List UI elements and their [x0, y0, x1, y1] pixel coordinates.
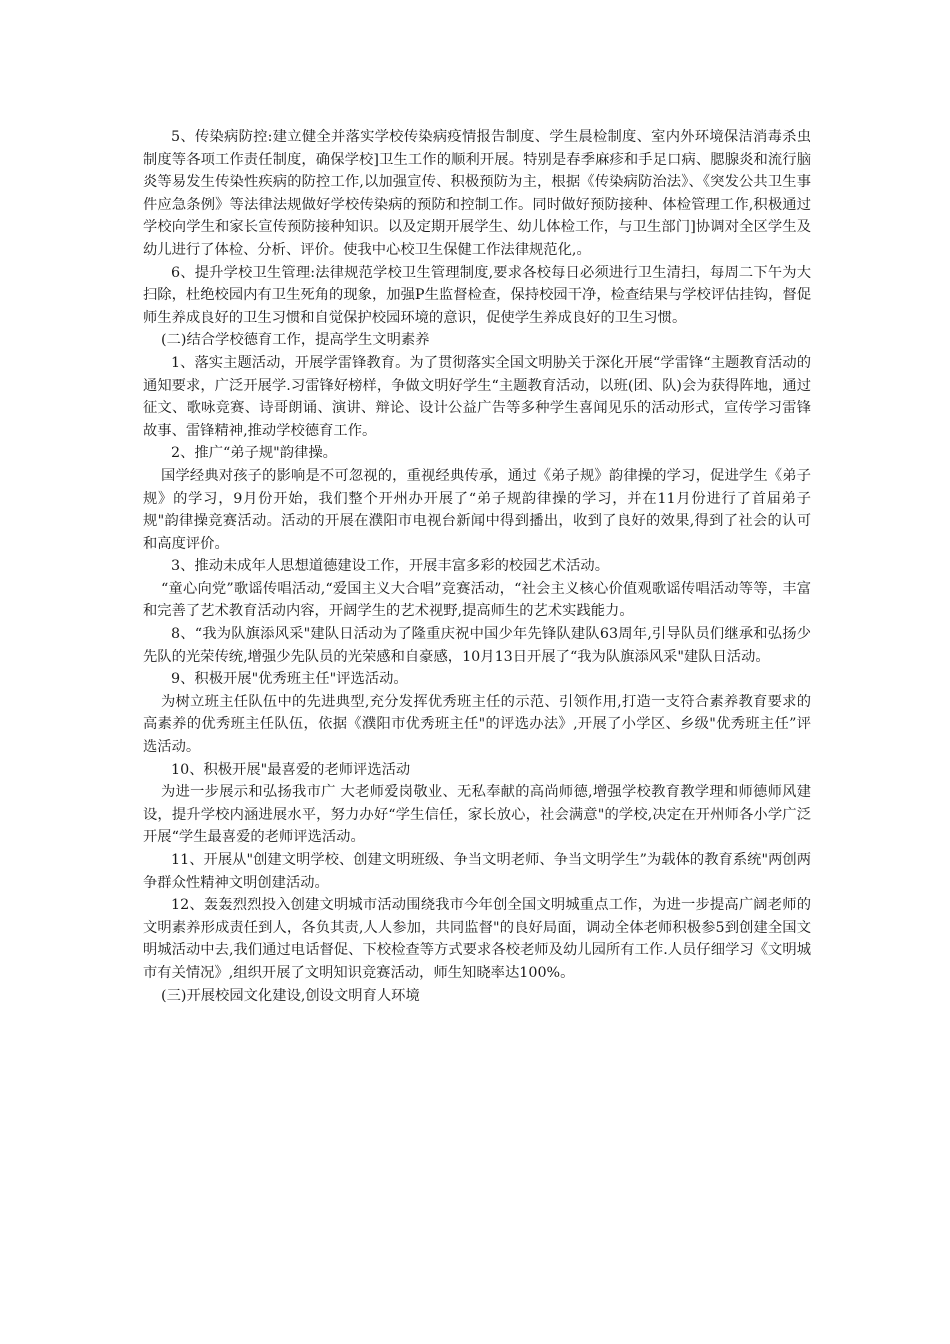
paragraph-infectious-disease-control: 5、传染病防控:建立健全并落实学校传染病疫情报告制度、学生晨检制度、室内外环境保洁消毒杀虫制度等各项工作责任制度，确保学校]卫生工作的顺利开展。特别是春季麻疹和手足口病、腮腺炎和流行脑炎等易发生传染性疾病的防控工作,以加强宣传、积极预防为主，根据《传染病防治法》、《突发公共卫生事件应急条例》等法律法规做好学校传染病的预防和控制工作。同时做好预防接种、体检管理工作,积极通过学校向学生和家长宣传预防接种知识。以及定期开展学生、幼儿体检工作，与卫生部门]协调对全区学生及幼儿进行了体检、分析、评价。使我中心校卫生保健工作法律规范化,。 — [143, 129, 811, 258]
paragraph-civilized-city: 12、轰轰烈烈投入创建文明城市活动围绕我市今年创全国文明城重点工作，为进一步提高广阔老师的文明素养形成责任到人，各负其责,人人参加，共同监督"的良好局面，调动全体老师积极参5到创建全国文明城活动中去,我们通过电话督促、下校检查等方式要求各校老师及幼儿园所有工作.人员仔细学习《文明城市有关情况》,组织开展了文明知识竞赛活动，师生知晓率达100%。 — [143, 897, 811, 981]
paragraph-excellent-teacher-title: 9、积极开展"优秀班主任"评选活动。 — [171, 671, 408, 688]
paragraph-dizigui-body: 国学经典对孩子的影响是不可忽视的，重视经典传承，通过《弟子规》韵律操的学习，促进学生《弟子规》的学习，9月份开始，我们整个开州办开展了“弟子规韵律操的学习，并在11月份进行了首届弟子规"韵律操竞赛活动。活动的开展在濮阳市电视台新闻中得到播出，收到了良好的效果,得到了社会的认可和高度评价。 — [143, 467, 811, 552]
paragraph-school-hygiene-management: 6、提升学校卫生管理:法律规范学校卫生管理制度,要求各校每日必须进行卫生清扫，每周二下午为大扫除，杜绝校园内有卫生死角的现象，加强P生监督检查，保持校园干净，检查结果与学校评估挂钩，督促师生养成良好的卫生习惯和自觉保护校园环境的意识，促使学生养成良好的卫生习惯。 — [143, 264, 811, 326]
paragraph-team-day: 8、“我为队旗添风采"建队日活动为了隆重庆祝中国少年先锋队建队63周年,引导队员们继承和弘扬少先队的光荣传统,增强少先队员的光荣感和自豪感，10月13日开展了“我为队旗添风采"建队日活动。 — [143, 626, 811, 665]
section-heading-campus-culture: (三)开展校园文化建设,创设文明育人环境 — [161, 987, 420, 1004]
paragraph-art-activities-body: “童心向党”歌谣传唱活动,“爱国主义大合唱”竞赛活动，“社会主义核心价值观歌谣传唱活动等等，丰富和完善了艺术教育活动内容，开阔学生的艺术视野,提高师生的艺术实践能力。 — [143, 580, 811, 620]
paragraph-civilization-creation: 11、开展从"创建文明学校、创建文明班级、争当文明老师、争当文明学生”为载体的教育系统"两创两争群众性精神文明创建活动。 — [143, 852, 811, 891]
paragraph-excellent-teacher-body: 为树立班主任队伍中的先进典型,充分发挥优秀班主任的示范、引领作用,打造一支符合素养教育要求的高素养的优秀班主任队伍，依据《濮阳市优秀班主任"的评选办法》,开展了小学区、乡级"优秀班主任”评选活动。 — [143, 693, 811, 756]
paragraph-moral-construction-title: 3、推动未成年人思想道德建设工作，开展丰富多彩的校园艺术活动。 — [171, 558, 609, 575]
paragraph-lei-feng-activity: 1、落实主题活动，开展学雷锋教育。为了贯彻落实全国文明胁关于深化开展“学雷锋“主题教育活动的通知要求，广泛开展学.习雷锋好榜样，争做文明好学生“主题教育活动，以班(团、队)会为获得阵地，通过征文、歌咏竞赛、诗哥朗诵、演讲、辩论、设计公益广告等多种学生喜闻见乐的活动形式，宣传学习雷锋故事、雷锋精神,推动学校德育工作。 — [143, 354, 811, 439]
paragraph-favorite-teacher-title: 10、积极开展"最喜爱的老师评选活动 — [171, 761, 411, 778]
paragraph-dizigui-title: 2、推广“弟子规"韵律操。 — [171, 445, 337, 462]
document-page — [143, 126, 811, 1007]
paragraph-favorite-teacher-body: 为进一步展示和弘扬我市广 大老师爱岗敬业、无私奉献的高尚师德,增强学校教育教学理和师德师风建设，提升学校内涵进展水平，努力办好“学生信任，家长放心，社会满意"的学校,决定在开州师各小学广泛开展“学生最喜爱的老师评选活动。 — [143, 784, 811, 846]
section-heading-moral-education: (二)结合学校德育工作，提高学生文明素养 — [161, 332, 430, 349]
